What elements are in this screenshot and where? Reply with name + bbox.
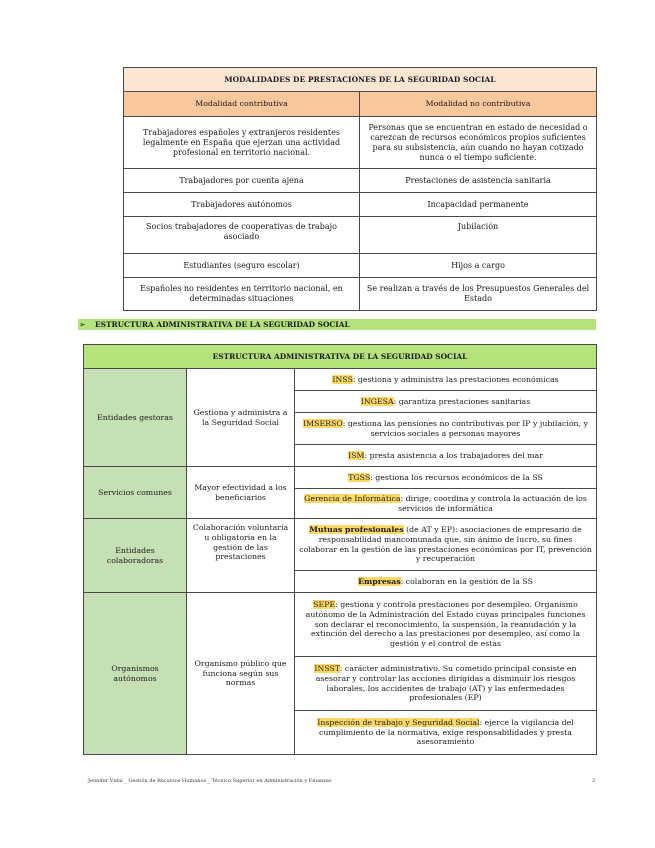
item-key: Gerencia de Informática: [304, 493, 401, 503]
table-row: [124, 193, 597, 217]
item-text: : gestiona y administra las prestaciones económicas: [352, 374, 559, 384]
table-cell: Se realizan a través de los Presupuestos Generales del Estado: [360, 278, 597, 311]
table-row: [124, 169, 597, 193]
table-cell: Socios trabajadores de cooperativas de trabajo asociado: [124, 217, 360, 254]
item-imserso: [295, 413, 597, 445]
item-text: : garantiza prestaciones sanitarias: [393, 396, 531, 406]
prestaciones-table-title: MODALIDADES DE PRESTACIONES DE LA SEGURIDAD SOCIAL: [124, 68, 597, 92]
item-inspeccion-trabajo: [295, 711, 597, 755]
item-mutuas: [295, 519, 597, 571]
item-text: : gestiona las pensiones no contributivas por IP y jubilación, y servicios sociales a personas mayores: [342, 418, 588, 438]
item-text: : presta asistencia a los trabajadores del mar: [364, 450, 543, 460]
item-text: : dirige, coordina y controla la actuación de los servicios de informática: [398, 493, 587, 513]
table-cell: Incapacidad permanente: [360, 193, 597, 217]
item-key: Empresas: [358, 576, 401, 586]
table-cell: Jubilación: [360, 217, 597, 254]
table-row: [124, 278, 597, 311]
item-key: INSS: [332, 374, 353, 384]
group-desc: Organismo público que funciona según sus normas: [187, 593, 295, 755]
table-row: [124, 117, 597, 169]
item-text: : colaboran en la gestión de la SS: [400, 576, 533, 586]
item-text: : carácter administrativo. Su cometido principal consiste en asesorar y controlar las acciones dirigidas a disminuir los riesgos laborales, los accidentes de trabajo (AT) y las enfermedades profesionales (EP): [315, 663, 577, 703]
table-row: [124, 217, 597, 254]
group-name-entidades-gestoras: Entidades gestoras: [84, 369, 187, 467]
group-desc: Colaboración voluntaria u obligatoria en la gestión de las prestaciones: [187, 519, 295, 593]
item-ingesa: [295, 391, 597, 413]
group-name-servicios-comunes: Servicios comunes: [84, 467, 187, 519]
item-text: : gestiona los recursos económicos de la SS: [370, 472, 543, 482]
table-cell: Trabajadores autónomos: [124, 193, 360, 217]
group-desc: Mayor efectividad a los beneficiarios: [187, 467, 295, 519]
section-heading: [78, 319, 596, 330]
item-key: IMSERSO: [303, 418, 343, 428]
table-cell: Trabajadores por cuenta ajena: [124, 169, 360, 193]
item-key: SEPE: [313, 600, 336, 609]
item-key: Inspección de trabajo y Seguridad Social: [317, 717, 480, 727]
item-gerencia-informatica: [295, 489, 597, 519]
item-key: INGESA: [360, 396, 394, 406]
item-text: : ejerce la vigilancia del cumplimiento de la normativa, exige responsabilidades y presta asesoramiento: [319, 717, 574, 747]
item-empresas: [295, 571, 597, 593]
table-row: [124, 254, 597, 278]
prestaciones-table: [123, 67, 597, 311]
item-key: TGSS: [348, 472, 371, 482]
estructura-table-title: ESTRUCTURA ADMINISTRATIVA DE LA SEGURIDAD SOCIAL: [84, 345, 597, 369]
table-cell: Prestaciones de asistencia sanitaria: [360, 169, 597, 193]
item-text: (de AT y EP): asociaciones de empresario de responsabilidad mancomunada que, sin ánimo de lucro, su fines colaborar en la gestión de las prestaciones económicas por IT, prevención y recuperación: [299, 524, 592, 564]
table-cell: Estudiantes (seguro escolar): [124, 254, 360, 278]
group-desc: Gestiona y administra a la Seguridad Social: [187, 369, 295, 467]
arrow-bullet-icon: ➢: [79, 320, 86, 329]
estructura-table: [83, 344, 597, 755]
item-key: INSST: [314, 663, 340, 673]
item-key: ISM: [348, 450, 365, 460]
page-number: 2: [592, 778, 596, 784]
table-cell: Trabajadores españoles y extranjeros residentes legalmente en España que ejerzan una actividad profesional en territorio nacional.: [124, 117, 360, 169]
item-text: : gestiona y controla prestaciones por desempleo. Organismo autónomo de la Administración del Estado cuyas principales funciones son declarar el reconocimiento, la suspensión, la reanudación y la extinción del derecho a las prestaciones por desempleo, así como la gestión y el control de estas: [305, 600, 586, 649]
item-tgss: [295, 467, 597, 489]
col-header-contributiva: Modalidad contributiva: [124, 92, 360, 117]
section-heading-text: ESTRUCTURA ADMINISTRATIVA DE LA SEGURIDAD SOCIAL: [95, 320, 350, 329]
item-ism: [295, 445, 597, 467]
table-cell: Españoles no residentes en territorio nacional, en determinadas situaciones: [124, 278, 360, 311]
item-sepe: [295, 593, 597, 657]
group-name-entidades-colaboradoras: Entidades colaboradoras: [84, 519, 187, 593]
table-cell: Personas que se encuentran en estado de necesidad o carezcan de recursos económicos propios suficientes para su subsistencia, aún cuando no hayan cotizado nunca o el tiempo suficiente.: [360, 117, 597, 169]
item-inss: [295, 369, 597, 391]
col-header-no-contributiva: Modalidad no contributiva: [360, 92, 597, 117]
page-footer: Jennifer Vidal _ Gestión de Recursos Humanos _ Técnico Superior en Administración y Finanzas: [88, 778, 332, 784]
table-cell: Hijos a cargo: [360, 254, 597, 278]
group-name-organismos-autonomos: Organismos autónomos: [84, 593, 187, 755]
item-key: Mutuas profesionales: [309, 524, 404, 534]
item-insst: [295, 657, 597, 711]
